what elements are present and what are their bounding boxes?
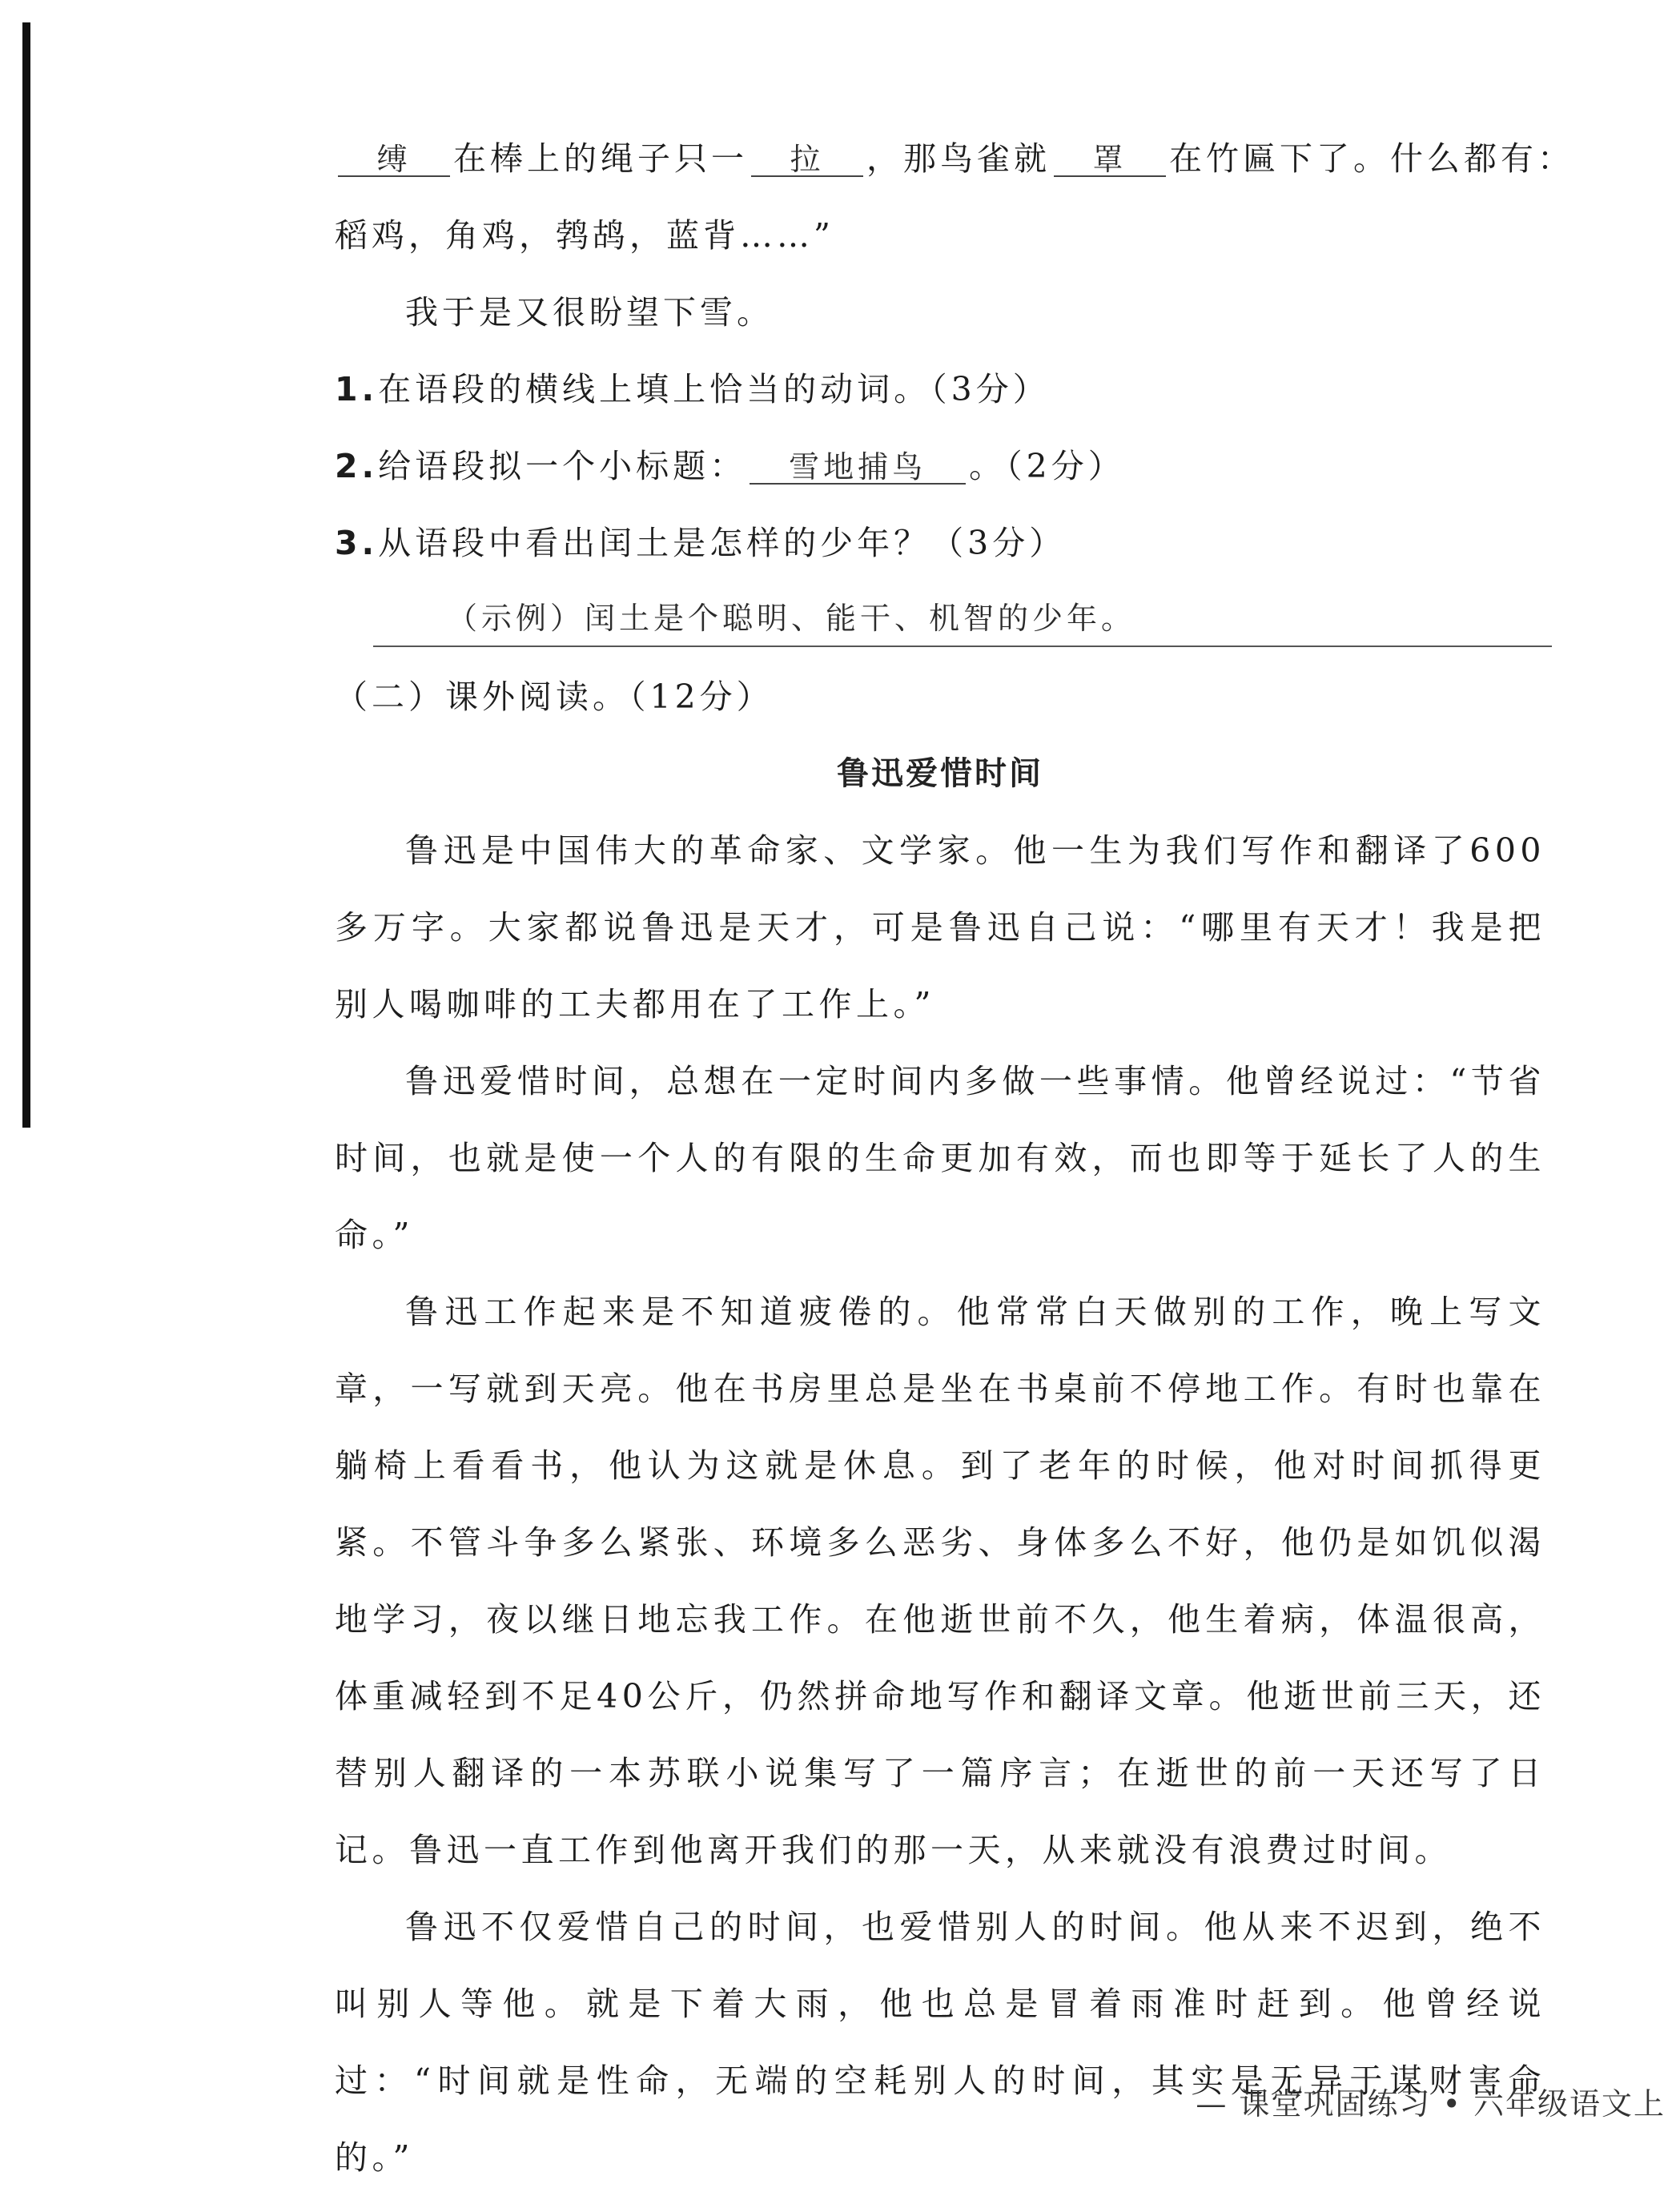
- scan-edge: [22, 22, 30, 1128]
- question-text: 在语段的横线上填上恰当的动词。（3分）: [378, 370, 1050, 408]
- section-2-heading: （二）课外阅读。（12分）: [335, 678, 774, 716]
- blank-answer-1: 缚: [338, 143, 450, 177]
- question-number: 3.: [335, 524, 379, 562]
- article-paragraph-3: 鲁迅工作起来是不知道疲倦的。他常常白天做别的工作，晚上写文章，一写就到天亮。他在书房里总是坐在书桌前不停地工作。有时也靠在躺椅上看看书，他认为这就是休息。到了老年的时候，他对时间抓得更紧。不管斗争多么紧张、环境多么恶劣、身体多么不好，他仍是如饥似渴地学习，夜以继日地忘我工作。在他逝世前不久，他生着病，体温很高，体重减轻到不足40公斤，仍然拼命地写作和翻译文章。他逝世前三天，还替别人翻译的一本苏联小说集写了一篇序言；在逝世的前一天还写了日记。鲁迅一直工作到他离开我们的那一天，从来就没有浪费过时间。: [335, 1293, 1545, 1869]
- article-paragraph-2: 鲁迅爱惜时间，总想在一定时间内多做一些事情。他曾经说过：“节省时间，也就是使一个人的有限的生命更加有效，而也即等于延长了人的生命。”: [335, 1062, 1545, 1254]
- question-text-before: 给语段拟一个小标题：: [378, 447, 747, 485]
- article-paragraph-1: 鲁迅是中国伟大的革命家、文学家。他一生为我们写作和翻译了600多万字。大家都说鲁迅是天才，可是鲁迅自己说：“哪里有天才！我是把别人喝咖啡的工夫都用在了工作上。”: [335, 831, 1545, 1024]
- passage-line-3: 我于是又很盼望下雪。: [405, 293, 774, 332]
- question-text-after: 。（2分）: [969, 447, 1125, 485]
- passage-line-2: 稻鸡，角鸡，鹁鸪，蓝背……”: [335, 216, 834, 255]
- page-footer: — 课堂巩固练习 • 六年级语文上: [1196, 2086, 1666, 2122]
- answer-3-line: [335, 581, 1545, 658]
- article-paragraph-4: 鲁迅不仅爱惜自己的时间，也爱惜别人的时间。他从来不迟到，绝不叫别人等他。就是下着大雨，他也总是冒着雨准时赶到。他曾经说过：“时间就是性命，无端的空耗别人的时间，其实是无异于谋财害命的。”: [335, 1908, 1545, 2177]
- worksheet-page: [335, 120, 1574, 2196]
- question-3: [335, 505, 1545, 581]
- article-title: 鲁迅爱惜时间: [837, 755, 1043, 792]
- fill-text-2: ，那鸟雀就: [866, 139, 1051, 178]
- question-number: 1.: [335, 370, 379, 408]
- fill-text-1: 在棒上的绳子只一: [453, 139, 748, 178]
- answer-3-text: （示例）闰土是个聪明、能干、机智的少年。: [447, 601, 1136, 636]
- question-2: [335, 428, 1545, 505]
- question-1: [335, 351, 1545, 428]
- question-number: 2.: [335, 447, 379, 485]
- fill-in-line: [335, 120, 1574, 197]
- title-answer: 雪地捕鸟: [750, 451, 966, 485]
- blank-answer-2: 拉: [751, 143, 863, 177]
- answer-rule: [373, 646, 1552, 647]
- blank-answer-3: 罩: [1054, 143, 1166, 177]
- fill-text-3: 在竹匾下了。什么都有：: [1169, 139, 1574, 178]
- question-text: 从语段中看出闰土是怎样的少年？（3分）: [378, 524, 1067, 562]
